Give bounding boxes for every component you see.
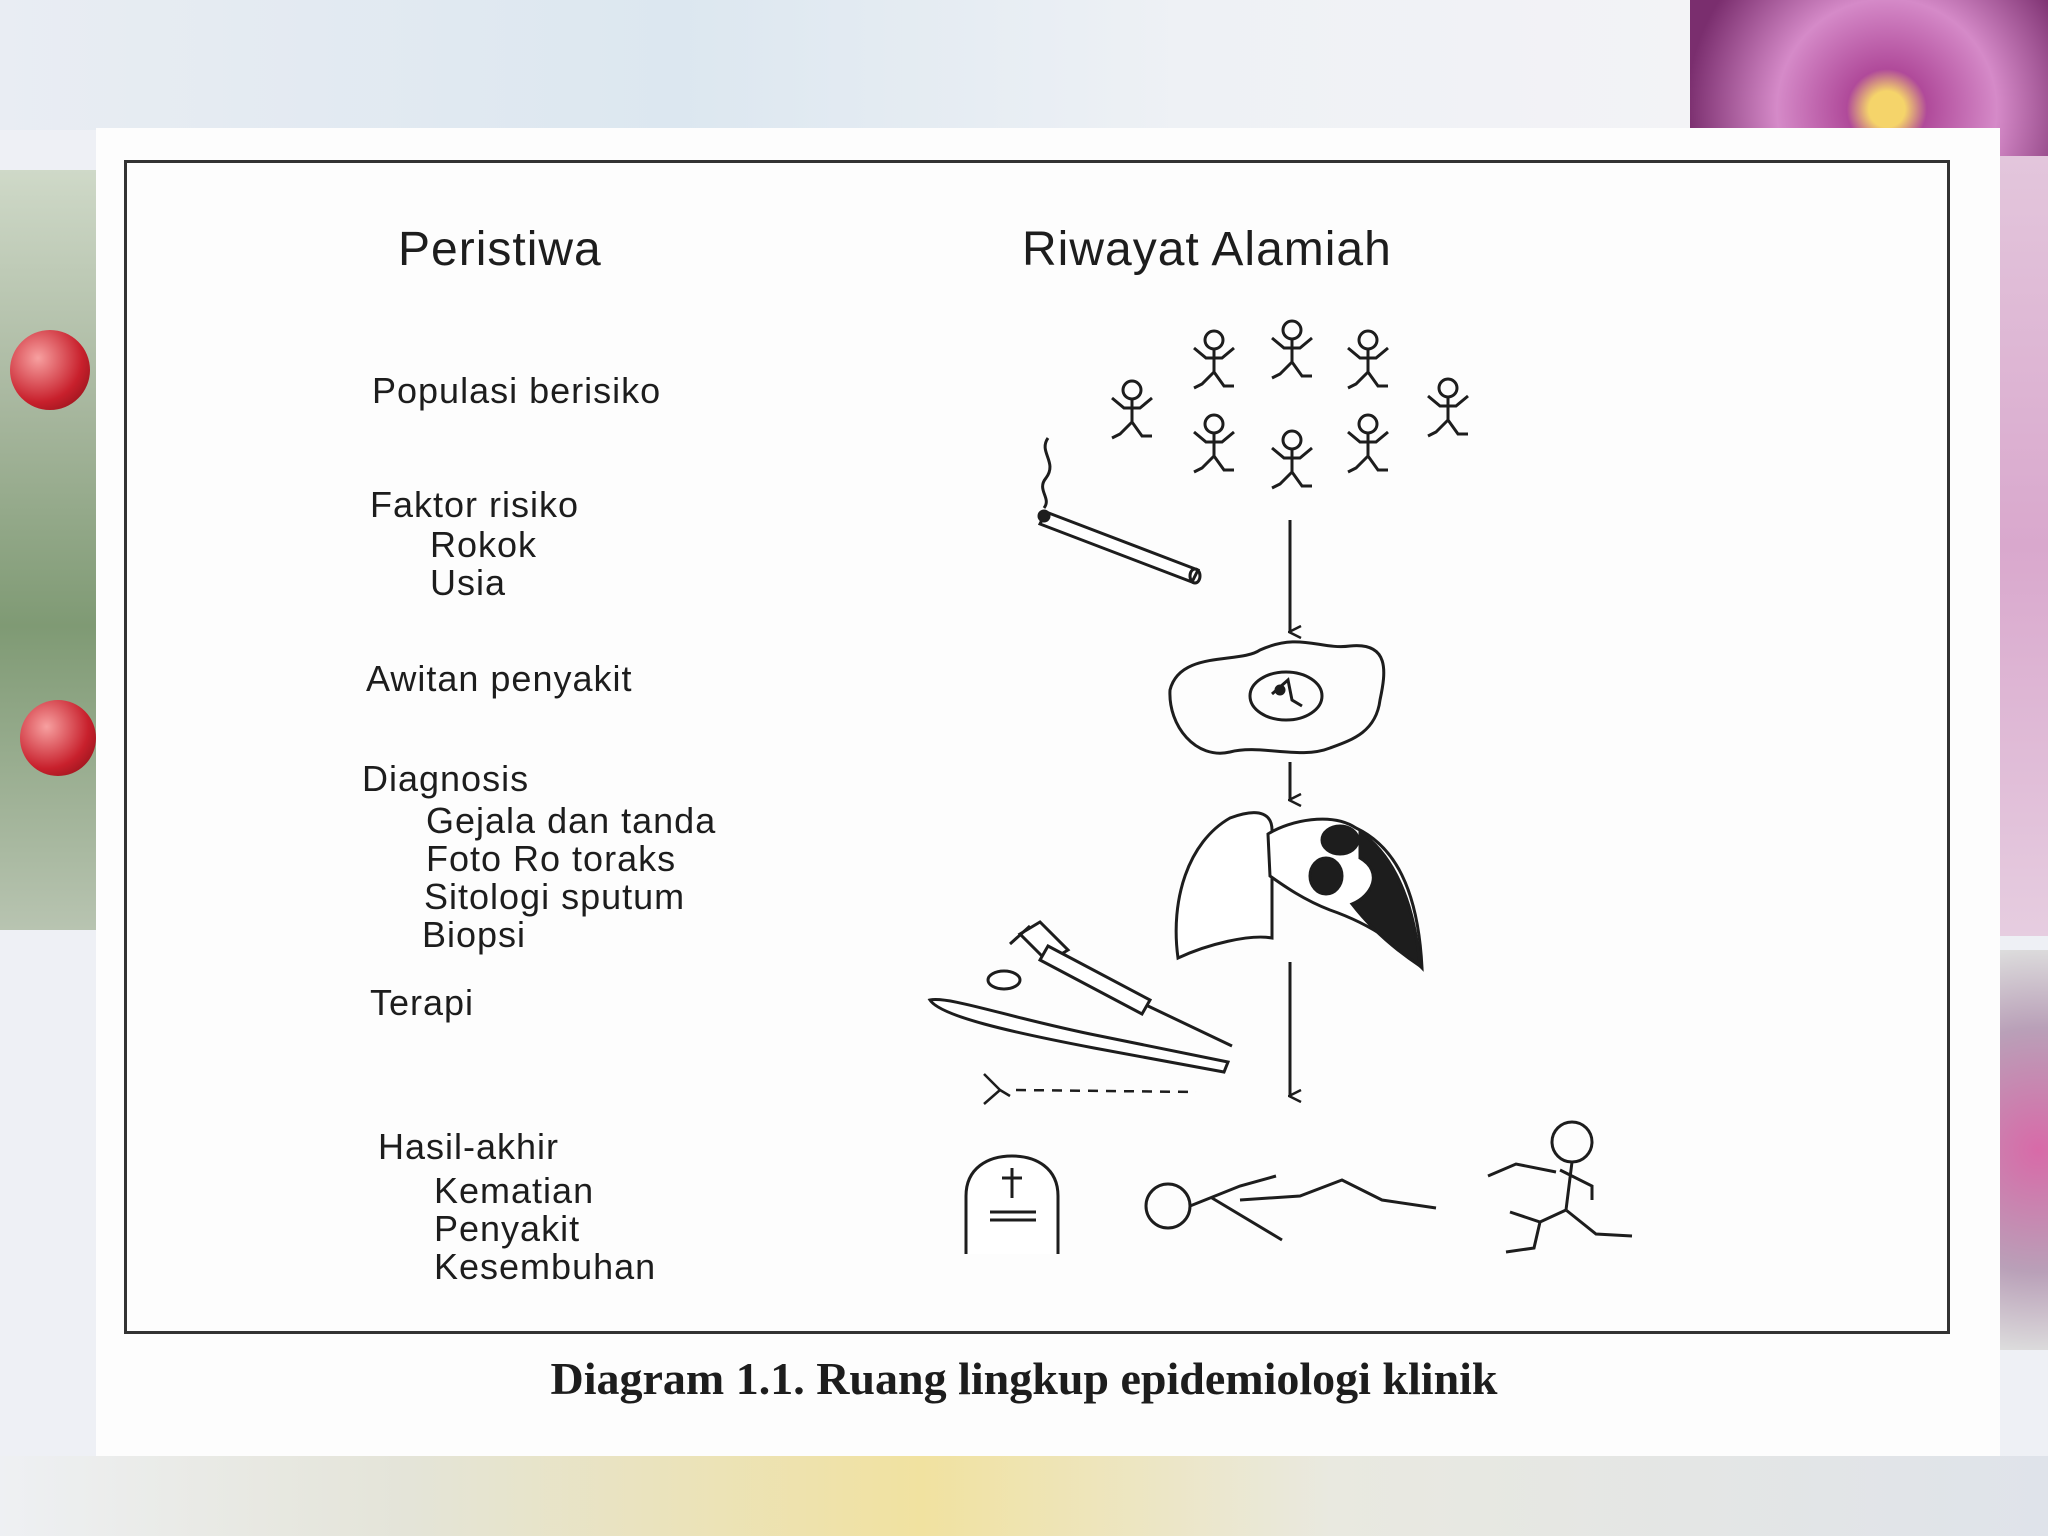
diseased-cell-icon xyxy=(1170,642,1384,753)
scalpel-icon xyxy=(930,1000,1228,1072)
stage-label-diagnosis: Diagnosis xyxy=(362,758,530,799)
cigarette-icon xyxy=(1039,438,1200,583)
stage-sub-chest-xray: Foto Ro toraks xyxy=(426,838,677,879)
stage-sub-symptoms: Gejala dan tanda xyxy=(426,800,717,841)
figure-caption: Diagram 1.1. Ruang lingkup epidemiologi klinik xyxy=(550,1353,1498,1404)
stage-sub-usia: Usia xyxy=(430,562,507,603)
stage-label-outcome: Hasil-akhir xyxy=(378,1126,560,1167)
stage-label-population: Populasi berisiko xyxy=(372,370,662,411)
header-events: Peristiwa xyxy=(398,223,602,276)
tombstone-icon xyxy=(966,1156,1058,1254)
stage-sub-biopsy: Biopsi xyxy=(422,914,527,955)
running-healthy-figure-icon xyxy=(1488,1122,1632,1252)
scissors-icon xyxy=(984,1074,1196,1104)
stage-sub-death: Kematian xyxy=(434,1170,595,1211)
lungs-xray-icon xyxy=(1176,813,1422,968)
stage-sub-rokok: Rokok xyxy=(430,524,538,565)
stage-sub-disease: Penyakit xyxy=(434,1208,581,1249)
population-figures-icon xyxy=(1112,321,1468,488)
pill-icon xyxy=(988,971,1020,989)
stage-label-onset: Awitan penyakit xyxy=(366,658,633,699)
stage-sub-sputum-cytology: Sitologi sputum xyxy=(424,876,686,917)
stage-label-risk-factors: Faktor risiko xyxy=(370,484,580,525)
stage-label-therapy: Terapi xyxy=(370,982,475,1023)
stage-sub-recovery: Kesembuhan xyxy=(434,1246,657,1287)
lying-sick-figure-icon xyxy=(1146,1176,1436,1240)
header-natural-history: Riwayat Alamiah xyxy=(1022,223,1392,276)
